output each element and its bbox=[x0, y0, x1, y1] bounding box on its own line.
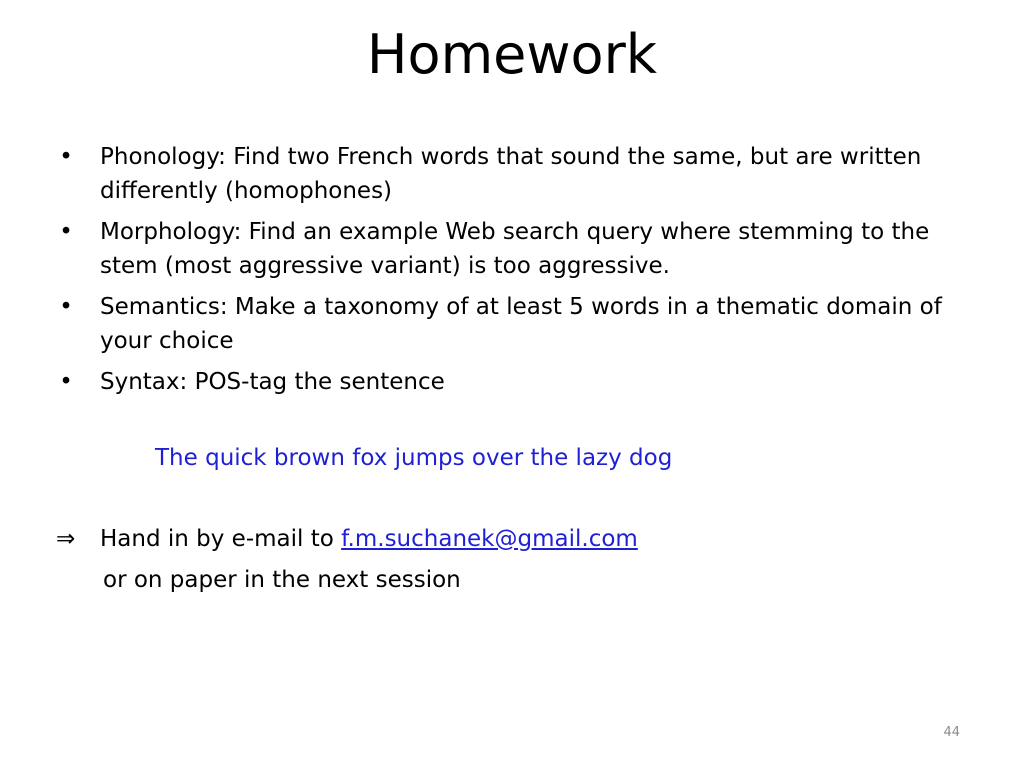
bullet-item-morphology bbox=[56, 215, 976, 283]
bullet-item-semantics bbox=[56, 290, 976, 358]
bullet-item-phonology bbox=[56, 140, 976, 208]
handin-paper-line: or on paper in the next session bbox=[103, 567, 461, 593]
bullet-item-syntax bbox=[56, 365, 976, 399]
bullet-icon: • bbox=[59, 294, 73, 320]
bullet-text-phonology: Phonology: Find two French words that sound the same, but are written differently (homophones) bbox=[100, 144, 922, 204]
handin-line bbox=[56, 522, 638, 556]
handin-prefix: Hand in by e-mail to bbox=[100, 526, 342, 552]
bullet-list bbox=[56, 140, 976, 406]
bullet-icon: • bbox=[59, 144, 73, 170]
email-link[interactable]: f.m.suchanek@gmail.com bbox=[341, 526, 638, 552]
slide-title: Homework bbox=[366, 23, 658, 86]
bullet-text-syntax: Syntax: POS-tag the sentence bbox=[100, 369, 445, 395]
bullet-icon: • bbox=[59, 369, 73, 395]
bullet-text-semantics: Semantics: Make a taxonomy of at least 5 words in a thematic domain of your choice bbox=[100, 294, 942, 354]
example-sentence: The quick brown fox jumps over the lazy dog bbox=[155, 445, 673, 471]
bullet-text-morphology: Morphology: Find an example Web search query where stemming to the stem (most aggressive variant) is too aggressive. bbox=[100, 219, 930, 279]
bullet-icon: • bbox=[59, 219, 73, 245]
slide-number: 44 bbox=[943, 725, 960, 740]
implies-arrow-icon: ⇒ bbox=[56, 526, 76, 552]
